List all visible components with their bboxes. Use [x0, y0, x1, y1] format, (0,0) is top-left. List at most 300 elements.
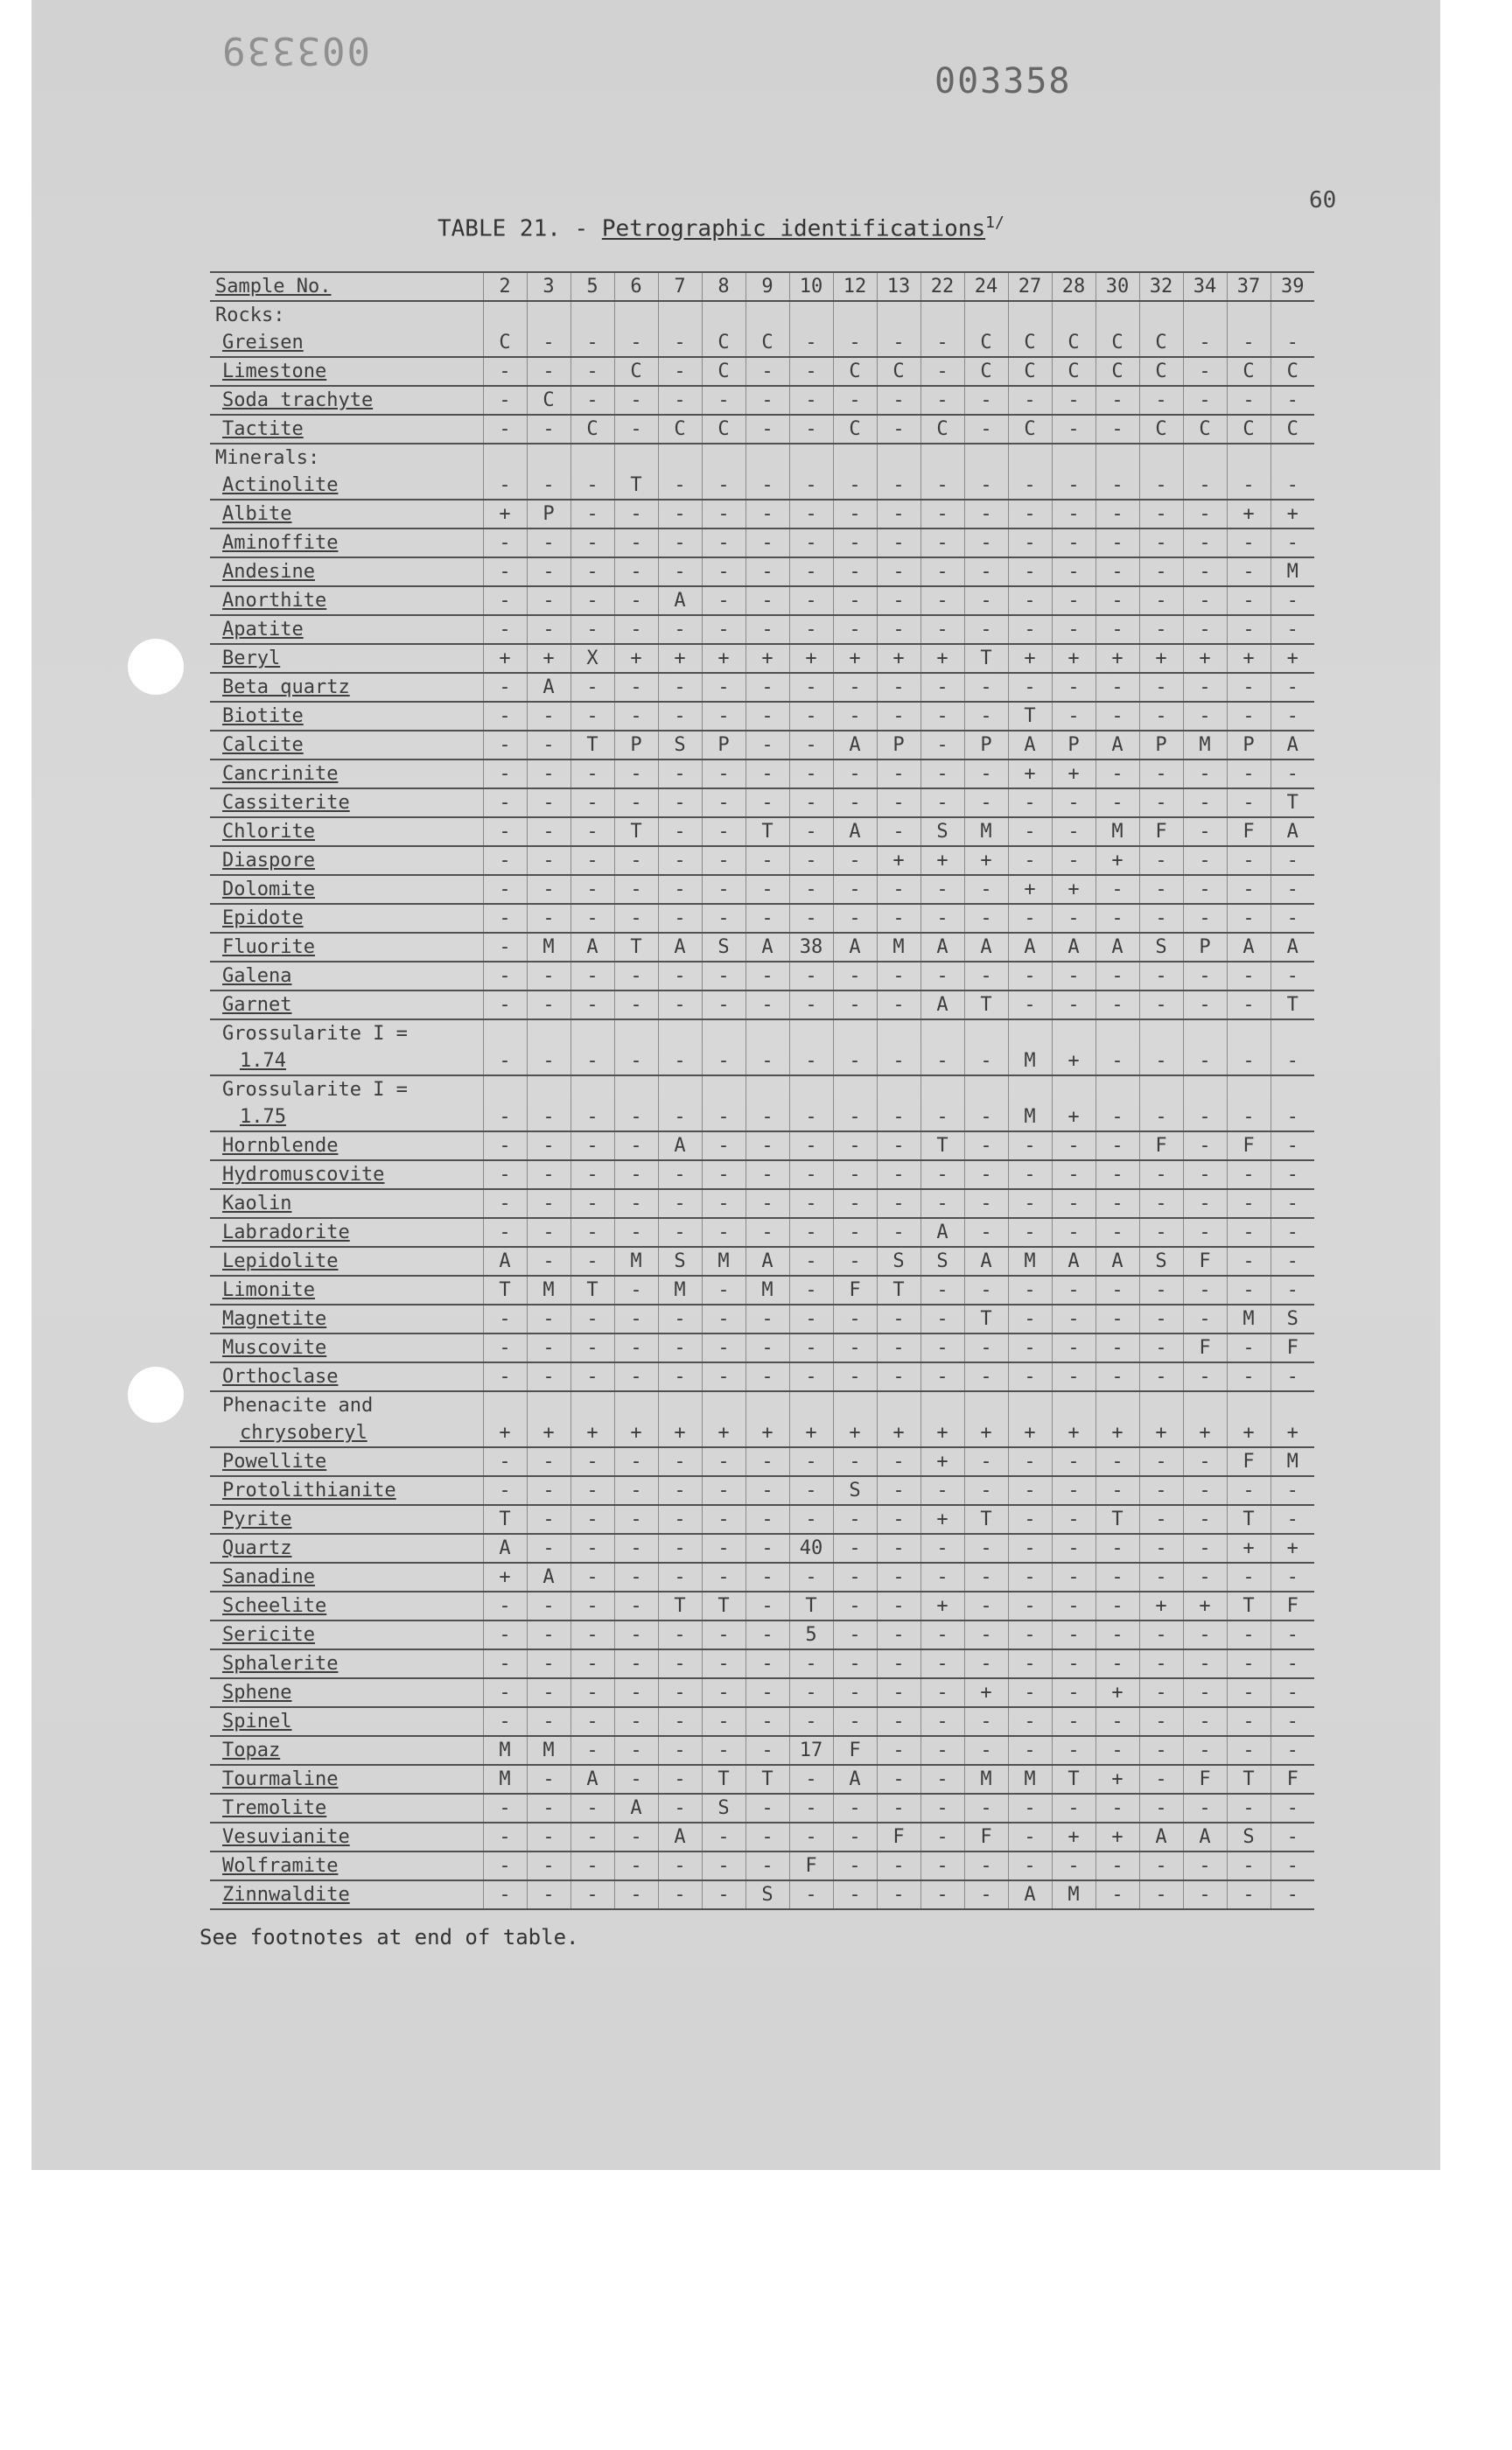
- table-cell: +: [1227, 644, 1270, 673]
- table-cell: -: [1008, 1649, 1052, 1678]
- table-row: [210, 1707, 1314, 1736]
- table-cell: -: [702, 1103, 746, 1131]
- table-cell: C: [702, 357, 746, 386]
- table-cell: F: [1183, 1765, 1227, 1794]
- table-cell: -: [658, 528, 702, 557]
- table-cell: -: [1008, 472, 1052, 500]
- table-cell: -: [1183, 329, 1227, 357]
- row-label-text: Magnetite: [222, 1308, 327, 1330]
- table-cell: -: [833, 615, 877, 644]
- sample-number-header: 7: [658, 272, 702, 301]
- table-cell: -: [1139, 846, 1183, 875]
- sample-number-header: 2: [483, 272, 527, 301]
- table-cell: C: [483, 329, 527, 357]
- table-cell: -: [789, 1476, 833, 1505]
- table-cell: -: [1139, 673, 1183, 702]
- table-cell: -: [1270, 1276, 1314, 1305]
- table-cell: +: [1008, 1419, 1052, 1447]
- row-label: [210, 1218, 483, 1247]
- table-cell: -: [746, 760, 789, 788]
- table-cell: -: [527, 1649, 570, 1678]
- table-cell: M: [702, 1247, 746, 1276]
- table-cell: -: [614, 1534, 658, 1563]
- table-cell: -: [1052, 817, 1096, 846]
- table-cell: -: [746, 702, 789, 731]
- table-cell: -: [1096, 1736, 1139, 1765]
- table-cell: M: [483, 1736, 527, 1765]
- table-cell: -: [483, 990, 527, 1019]
- table-cell: C: [702, 415, 746, 444]
- row-label-text: Tremolite: [222, 1797, 327, 1819]
- table-cell: 38: [789, 933, 833, 962]
- table-cell: +: [614, 1419, 658, 1447]
- table-cell: -: [483, 731, 527, 760]
- table-cell: +: [1096, 644, 1139, 673]
- table-cell: -: [1096, 415, 1139, 444]
- table-cell: -: [1183, 1476, 1227, 1505]
- table-cell: +: [658, 644, 702, 673]
- row-label: [210, 817, 483, 846]
- table-cell: -: [702, 1534, 746, 1563]
- table-cell: S: [658, 1247, 702, 1276]
- table-cell: -: [877, 904, 920, 933]
- table-cell: 40: [789, 1534, 833, 1563]
- table-cell: -: [746, 557, 789, 586]
- table-cell: A: [1096, 731, 1139, 760]
- table-cell: -: [1139, 1852, 1183, 1880]
- table-cell: -: [1183, 1794, 1227, 1823]
- table-cell: A: [570, 1765, 614, 1794]
- table-cell: -: [1139, 875, 1183, 904]
- empty-cell: [1052, 444, 1096, 472]
- empty-cell: [1052, 301, 1096, 329]
- table-cell: -: [527, 817, 570, 846]
- table-cell: -: [1227, 528, 1270, 557]
- table-cell: -: [1183, 1362, 1227, 1391]
- table-cell: C: [1139, 415, 1183, 444]
- row-label-text: Hornblende: [222, 1135, 339, 1157]
- table-cell: -: [658, 962, 702, 990]
- table-cell: T: [614, 472, 658, 500]
- table-cell: -: [1096, 702, 1139, 731]
- table-cell: -: [1139, 1334, 1183, 1362]
- empty-cell: [920, 1391, 964, 1419]
- table-cell: -: [789, 1131, 833, 1160]
- table-row: [210, 329, 1314, 357]
- table-cell: -: [658, 1476, 702, 1505]
- table-cell: -: [877, 1794, 920, 1823]
- table-cell: -: [527, 615, 570, 644]
- table-cell: F: [877, 1823, 920, 1852]
- table-cell: -: [877, 1189, 920, 1218]
- table-row: [210, 1447, 1314, 1476]
- table-cell: -: [920, 1823, 964, 1852]
- table-cell: C: [1139, 329, 1183, 357]
- table-cell: -: [964, 788, 1008, 817]
- table-cell: -: [570, 329, 614, 357]
- table-cell: -: [789, 1305, 833, 1334]
- table-cell: -: [964, 1707, 1008, 1736]
- table-cell: -: [527, 557, 570, 586]
- row-label-text: Phenacite and: [222, 1395, 374, 1417]
- table-cell: -: [877, 1103, 920, 1131]
- table-cell: -: [789, 415, 833, 444]
- table-cell: -: [483, 702, 527, 731]
- table-cell: -: [527, 788, 570, 817]
- table-cell: -: [1227, 875, 1270, 904]
- table-cell: -: [964, 875, 1008, 904]
- table-cell: -: [1008, 1160, 1052, 1189]
- table-cell: -: [1008, 1476, 1052, 1505]
- table-cell: S: [920, 817, 964, 846]
- table-cell: -: [702, 1823, 746, 1852]
- table-cell: -: [483, 1852, 527, 1880]
- empty-cell: [1008, 444, 1052, 472]
- table-cell: +: [964, 1419, 1008, 1447]
- table-cell: -: [1008, 788, 1052, 817]
- table-cell: -: [964, 1620, 1008, 1649]
- table-cell: -: [1227, 673, 1270, 702]
- table-cell: -: [789, 357, 833, 386]
- row-label-text: Diaspore: [222, 850, 315, 872]
- table-cell: -: [746, 962, 789, 990]
- table-cell: -: [1183, 1563, 1227, 1592]
- table-cell: -: [483, 1189, 527, 1218]
- table-cell: A: [833, 817, 877, 846]
- table-cell: -: [789, 904, 833, 933]
- table-cell: -: [746, 1620, 789, 1649]
- table-cell: -: [1008, 528, 1052, 557]
- table-cell: -: [570, 1707, 614, 1736]
- table-row: [210, 731, 1314, 760]
- table-cell: -: [1052, 1218, 1096, 1247]
- table-cell: -: [746, 1534, 789, 1563]
- row-label-text: Calcite: [222, 734, 304, 756]
- table-cell: F: [1270, 1765, 1314, 1794]
- table-cell: -: [483, 1047, 527, 1075]
- table-cell: -: [483, 1649, 527, 1678]
- table-cell: -: [483, 1794, 527, 1823]
- row-label: [210, 760, 483, 788]
- table-cell: -: [483, 875, 527, 904]
- table-cell: -: [1052, 702, 1096, 731]
- table-cell: T: [702, 1592, 746, 1620]
- table-cell: -: [483, 933, 527, 962]
- table-cell: -: [877, 962, 920, 990]
- table-cell: -: [570, 386, 614, 415]
- table-cell: C: [1270, 357, 1314, 386]
- table-cell: -: [1227, 760, 1270, 788]
- table-cell: -: [746, 788, 789, 817]
- table-cell: -: [833, 962, 877, 990]
- table-cell: -: [570, 1334, 614, 1362]
- table-cell: F: [789, 1852, 833, 1880]
- table-cell: -: [483, 673, 527, 702]
- row-label: [210, 472, 483, 500]
- table-cell: -: [1052, 1505, 1096, 1534]
- table-cell: A: [1139, 1823, 1183, 1852]
- table-cell: P: [1139, 731, 1183, 760]
- table-cell: M: [1052, 1880, 1096, 1909]
- table-cell: -: [920, 788, 964, 817]
- table-cell: -: [702, 875, 746, 904]
- table-cell: -: [1008, 1678, 1052, 1707]
- table-cell: M: [527, 1736, 570, 1765]
- empty-cell: [1227, 1019, 1270, 1047]
- empty-cell: [1096, 1019, 1139, 1047]
- table-cell: -: [483, 1823, 527, 1852]
- table-cell: C: [1227, 415, 1270, 444]
- table-cell: -: [1183, 990, 1227, 1019]
- table-row: [210, 386, 1314, 415]
- row-label: [210, 1880, 483, 1909]
- sample-number-header: 3: [527, 272, 570, 301]
- table-cell: +: [1096, 1678, 1139, 1707]
- table-cell: T: [570, 1276, 614, 1305]
- table-cell: -: [527, 329, 570, 357]
- table-cell: A: [833, 731, 877, 760]
- table-cell: -: [746, 1649, 789, 1678]
- sample-number-header: 32: [1139, 272, 1183, 301]
- row-label-continuation: 1.75: [240, 1106, 286, 1128]
- table-row: [210, 1534, 1314, 1563]
- table-cell: -: [1008, 673, 1052, 702]
- table-cell: -: [483, 1678, 527, 1707]
- table-cell: -: [1270, 586, 1314, 615]
- table-cell: -: [1096, 760, 1139, 788]
- table-cell: -: [702, 673, 746, 702]
- table-cell: -: [1139, 1276, 1183, 1305]
- table-cell: -: [920, 962, 964, 990]
- table-cell: -: [570, 1103, 614, 1131]
- table-cell: -: [570, 846, 614, 875]
- table-cell: -: [1008, 1305, 1052, 1334]
- table-cell: -: [1139, 1305, 1183, 1334]
- table-cell: M: [877, 933, 920, 962]
- table-cell: -: [702, 990, 746, 1019]
- table-cell: -: [920, 1649, 964, 1678]
- table-cell: +: [1008, 644, 1052, 673]
- table-cell: -: [1096, 875, 1139, 904]
- table-cell: +: [1008, 760, 1052, 788]
- table-cell: -: [1270, 875, 1314, 904]
- table-cell: -: [964, 500, 1008, 528]
- table-cell: -: [658, 329, 702, 357]
- table-cell: -: [527, 1305, 570, 1334]
- table-cell: -: [527, 1823, 570, 1852]
- row-label-text: Soda trachyte: [222, 389, 374, 411]
- table-cell: -: [658, 1678, 702, 1707]
- row-label: [210, 1391, 483, 1419]
- row-label: [210, 904, 483, 933]
- table-cell: -: [483, 472, 527, 500]
- table-cell: -: [1052, 1620, 1096, 1649]
- empty-cell: [1008, 301, 1052, 329]
- table-cell: -: [570, 875, 614, 904]
- table-cell: -: [1052, 1334, 1096, 1362]
- table-cell: M: [1008, 1765, 1052, 1794]
- table-row: [210, 788, 1314, 817]
- table-row: [210, 1736, 1314, 1765]
- table-cell: A: [920, 933, 964, 962]
- table-cell: -: [877, 673, 920, 702]
- table-row: [210, 1649, 1314, 1678]
- table-cell: -: [920, 1707, 964, 1736]
- table-cell: -: [833, 1160, 877, 1189]
- table-cell: -: [1270, 1563, 1314, 1592]
- table-cell: S: [877, 1247, 920, 1276]
- table-cell: -: [702, 1563, 746, 1592]
- table-cell: C: [527, 386, 570, 415]
- table-cell: -: [1183, 817, 1227, 846]
- row-label: [210, 1075, 483, 1103]
- table-cell: -: [570, 1305, 614, 1334]
- table-cell: -: [1096, 1103, 1139, 1131]
- table-cell: F: [1270, 1592, 1314, 1620]
- row-label: [210, 1852, 483, 1880]
- table-cell: -: [1052, 904, 1096, 933]
- row-label: [210, 788, 483, 817]
- table-cell: -: [1052, 1160, 1096, 1189]
- row-label-text: Labradorite: [222, 1222, 350, 1243]
- table-cell: -: [1052, 673, 1096, 702]
- table-cell: -: [1139, 1476, 1183, 1505]
- table-cell: -: [1227, 1649, 1270, 1678]
- table-cell: -: [833, 1505, 877, 1534]
- empty-cell: [1183, 301, 1227, 329]
- table-cell: +: [1183, 644, 1227, 673]
- table-cell: -: [570, 1620, 614, 1649]
- table-cell: -: [877, 615, 920, 644]
- table-cell: -: [658, 1305, 702, 1334]
- table-cell: M: [1183, 731, 1227, 760]
- table-cell: -: [1183, 904, 1227, 933]
- table-cell: -: [1183, 500, 1227, 528]
- table-cell: -: [789, 615, 833, 644]
- table-cell: +: [483, 1563, 527, 1592]
- table-row: [210, 904, 1314, 933]
- sample-number-header: 12: [833, 272, 877, 301]
- table-cell: -: [877, 702, 920, 731]
- table-cell: -: [570, 904, 614, 933]
- table-cell: C: [658, 415, 702, 444]
- table-cell: -: [877, 760, 920, 788]
- table-cell: -: [1139, 1736, 1183, 1765]
- empty-cell: [746, 1019, 789, 1047]
- table-cell: -: [789, 586, 833, 615]
- table-cell: -: [1139, 962, 1183, 990]
- empty-cell: [614, 1075, 658, 1103]
- table-cell: -: [964, 1447, 1008, 1476]
- table-cell: -: [614, 1707, 658, 1736]
- table-cell: -: [746, 1047, 789, 1075]
- table-cell: -: [658, 817, 702, 846]
- table-cell: -: [614, 1131, 658, 1160]
- table-cell: -: [920, 586, 964, 615]
- table-cell: -: [570, 615, 614, 644]
- empty-cell: [702, 301, 746, 329]
- table-cell: -: [877, 1362, 920, 1391]
- table-cell: P: [1052, 731, 1096, 760]
- table-cell: -: [570, 1534, 614, 1563]
- table-cell: -: [877, 1534, 920, 1563]
- sample-number-header: 37: [1227, 272, 1270, 301]
- table-cell: -: [527, 1620, 570, 1649]
- table-cell: -: [570, 472, 614, 500]
- table-cell: -: [1227, 1160, 1270, 1189]
- table-cell: -: [702, 586, 746, 615]
- table-cell: -: [789, 1707, 833, 1736]
- table-cell: -: [1096, 586, 1139, 615]
- table-cell: -: [833, 788, 877, 817]
- empty-cell: [527, 301, 570, 329]
- table-cell: -: [1052, 962, 1096, 990]
- table-cell: -: [1270, 1247, 1314, 1276]
- table-cell: S: [658, 731, 702, 760]
- table-cell: -: [1183, 357, 1227, 386]
- table-row: [210, 528, 1314, 557]
- empty-cell: [1183, 1391, 1227, 1419]
- table-cell: -: [614, 1620, 658, 1649]
- table-cell: -: [964, 1852, 1008, 1880]
- table-cell: -: [1052, 1131, 1096, 1160]
- table-row: [210, 1592, 1314, 1620]
- table-cell: -: [1008, 1852, 1052, 1880]
- table-cell: -: [1139, 760, 1183, 788]
- empty-cell: [1270, 1019, 1314, 1047]
- table-cell: -: [789, 1160, 833, 1189]
- table-cell: A: [1008, 731, 1052, 760]
- table-cell: -: [658, 846, 702, 875]
- table-cell: M: [964, 817, 1008, 846]
- empty-cell: [789, 444, 833, 472]
- row-label-text: Protolithianite: [222, 1480, 396, 1502]
- row-label-text: Galena: [222, 965, 292, 987]
- table-cell: -: [920, 1563, 964, 1592]
- table-cell: -: [483, 1305, 527, 1334]
- table-cell: -: [1227, 846, 1270, 875]
- empty-cell: [483, 1391, 527, 1419]
- empty-cell: [658, 1019, 702, 1047]
- table-cell: -: [1139, 1447, 1183, 1476]
- table-cell: -: [527, 1534, 570, 1563]
- empty-cell: [614, 1019, 658, 1047]
- table-cell: -: [964, 386, 1008, 415]
- table-row: [210, 1794, 1314, 1823]
- empty-cell: [1270, 301, 1314, 329]
- table-cell: -: [658, 1047, 702, 1075]
- empty-cell: [833, 444, 877, 472]
- table-cell: -: [746, 586, 789, 615]
- table-cell: -: [920, 472, 964, 500]
- table-cell: -: [1139, 904, 1183, 933]
- table-cell: -: [789, 990, 833, 1019]
- row-label-text: Albite: [222, 503, 292, 525]
- table-cell: T: [964, 990, 1008, 1019]
- table-cell: -: [746, 1160, 789, 1189]
- table-cell: -: [877, 1852, 920, 1880]
- table-cell: +: [746, 1419, 789, 1447]
- row-label: [210, 386, 483, 415]
- empty-cell: [1008, 1391, 1052, 1419]
- table-cell: -: [1270, 1131, 1314, 1160]
- table-cell: -: [833, 586, 877, 615]
- table-cell: -: [1183, 528, 1227, 557]
- table-cell: +: [1052, 1419, 1096, 1447]
- table-cell: -: [527, 472, 570, 500]
- empty-cell: [1052, 1391, 1096, 1419]
- table-cell: -: [702, 1334, 746, 1362]
